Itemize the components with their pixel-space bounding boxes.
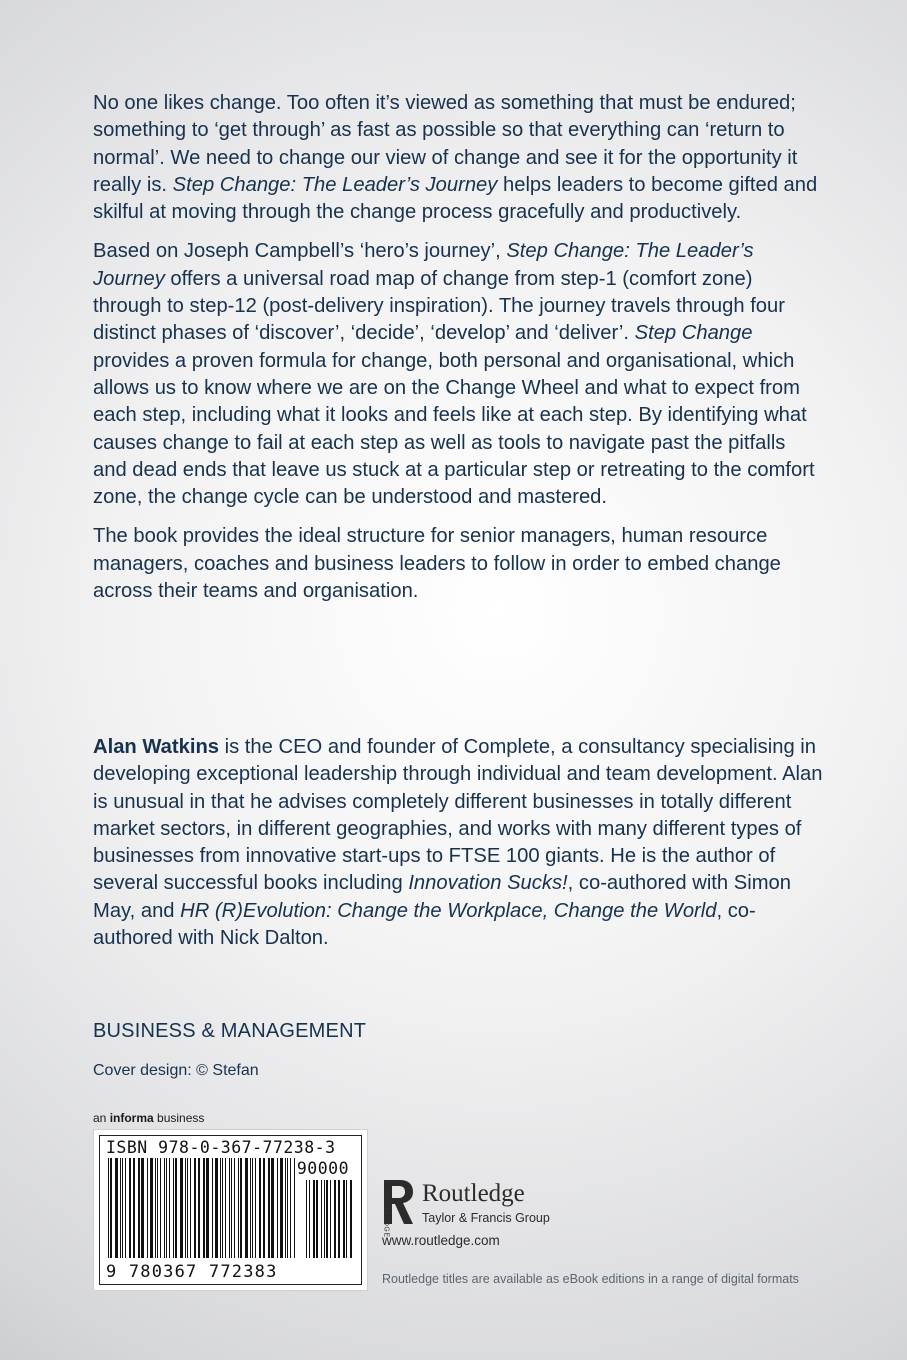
- barcode-bar: [240, 1158, 242, 1258]
- barcode-bar: [280, 1158, 283, 1258]
- addon-bar: [338, 1180, 340, 1258]
- barcode-bar: [122, 1158, 123, 1258]
- barcode-bar: [277, 1158, 278, 1258]
- barcode-bar: [212, 1158, 213, 1258]
- barcode-bar: [115, 1158, 118, 1258]
- cover-credit: Cover design: © Stefan: [93, 1062, 259, 1079]
- book-title-short: Step Change: [634, 322, 753, 345]
- publisher-url[interactable]: www.routledge.com: [382, 1233, 500, 1248]
- barcode-bar: [125, 1158, 126, 1258]
- barcode-bar: [160, 1158, 161, 1258]
- barcode: [93, 1129, 368, 1291]
- barcode-bar: [263, 1158, 265, 1258]
- addon-bar: [306, 1180, 307, 1258]
- barcode-bar: [166, 1158, 167, 1258]
- blurb-paragraph-2: Based on Joseph Campbell’s ‘hero’s journey’, Step Change: The Leader’s Journey offers a universal road map of change from step-1 (comfort zone) through to step-12 (post-delivery inspiration). The journey travels through four distinct phases of ‘discover’, ‘decide’, ‘develop’ and ‘deliver’. Step Change provides a proven formula for change, both personal and organisational, which allows us to know where we are on the Change Wheel and what to expect from each step, including what it looks and feels like at each step. By identifying what causes change to fail at each step as well as tools to navigate past the pitfalls and dead ends that leave us stuck at a particular step or retreating to the comfort zone, the change cycle can be understood and mastered.: [93, 240, 815, 509]
- barcode-bar: [173, 1158, 174, 1258]
- barcode-bar: [129, 1158, 131, 1258]
- barcode-bar: [245, 1158, 248, 1258]
- barcode-bar: [150, 1158, 153, 1258]
- addon-bar: [309, 1180, 310, 1258]
- blurb-paragraph-3: The book provides the ideal structure for senior managers, human resource managers, coaches and business leaders to follow in order to embed change across their teams and organisation.: [93, 525, 781, 603]
- barcode-bar: [157, 1158, 158, 1258]
- ebook-note: Routledge titles are available as eBook editions in a range of digital formats: [382, 1272, 799, 1286]
- addon-bar: [313, 1180, 315, 1258]
- barcode-bar: [164, 1158, 165, 1258]
- barcode-bar: [190, 1158, 191, 1258]
- addon-bar: [324, 1180, 325, 1258]
- publisher-vertical-name: ROUTLEDGE: [382, 1189, 390, 1238]
- barcode-bar: [147, 1158, 148, 1258]
- blurb-paragraph-1: No one likes change. Too often it’s viewed as something that must be endured; something to ‘get through’ as fast as possible so that everything can ‘return to normal’. We need to change our view of change and see it for the opportunity it really is. Step Change: The Leader’s Journey helps leaders to become gifted and skilful at moving through the change process gracefully and productively.: [93, 92, 818, 224]
- addon-bar: [334, 1180, 336, 1258]
- book-title: Step Change: The Leader’s Journey: [93, 240, 754, 290]
- author-bio: Alan Watkins is the CEO and founder of Complete, a consultancy specialising in developing exceptional leadership through individual and team development. Alan is unusual in that he advises completely different businesses in totally different market sectors, in different geographies, and works with many different types of businesses from innovative start-ups to FTSE 100 giants. He is the author of several successful books including Innovation Sucks!, co-authored with Simon May, and HR (R)Evolution: Change the Workplace, Change the World, co-authored with Nick Dalton.: [93, 736, 823, 950]
- addon-bar: [326, 1180, 328, 1258]
- book-title: Step Change: The Leader’s Journey: [172, 173, 498, 196]
- barcode-bar: [108, 1158, 109, 1258]
- addon-bar: [350, 1180, 352, 1258]
- barcode-bar: [285, 1158, 286, 1258]
- blurb: [93, 90, 823, 605]
- barcode-bar: [271, 1158, 274, 1258]
- addon-bar: [343, 1180, 345, 1258]
- subject-category: BUSINESS & MANAGEMENT: [93, 1020, 367, 1042]
- barcode-bar: [290, 1158, 291, 1258]
- barcode-bar: [234, 1158, 235, 1258]
- barcode-bar: [169, 1158, 170, 1258]
- informa-business-tag: an informa business: [93, 1111, 205, 1125]
- barcode-bar: [185, 1158, 186, 1258]
- publisher-group: Taylor & Francis Group: [422, 1211, 550, 1225]
- other-book-title: HR (R)Evolution: Change the Workplace, Change the World: [180, 899, 717, 922]
- barcode-bar: [294, 1158, 295, 1258]
- barcode-bar: [287, 1158, 288, 1258]
- isbn-text: ISBN 978-0-367-77238-3: [106, 1138, 336, 1157]
- barcode-bar: [206, 1158, 209, 1258]
- barcode-bar: [141, 1158, 144, 1258]
- other-book-title: Innovation Sucks!: [408, 872, 568, 895]
- price-addon-text: 90000: [296, 1159, 349, 1178]
- barcode-bar: [198, 1158, 200, 1258]
- barcode-bar: [215, 1158, 218, 1258]
- publisher-name: Routledge: [422, 1180, 525, 1207]
- barcode-bar: [250, 1158, 251, 1258]
- barcode-bar: [120, 1158, 121, 1258]
- barcode-bar: [268, 1158, 270, 1258]
- barcode-bar: [255, 1158, 256, 1258]
- barcode-bar: [175, 1158, 177, 1258]
- addon-bar: [316, 1180, 318, 1258]
- barcode-bar: [155, 1158, 156, 1258]
- addon-bar: [346, 1180, 347, 1258]
- barcode-bar: [259, 1158, 261, 1258]
- barcode-bar: [138, 1158, 140, 1258]
- barcode-bar: [133, 1158, 135, 1258]
- barcode-bar: [229, 1158, 230, 1258]
- author-name: Alan Watkins: [93, 736, 220, 758]
- barcode-frame: [99, 1135, 362, 1285]
- barcode-bar: [225, 1158, 226, 1258]
- barcode-bar: [194, 1158, 196, 1258]
- addon-bar: [330, 1180, 331, 1258]
- barcode-bar: [180, 1158, 183, 1258]
- barcode-bar: [187, 1158, 188, 1258]
- barcode-bar: [203, 1158, 205, 1258]
- barcode-bar: [231, 1158, 232, 1258]
- ean-number: 9 780367 772383: [106, 1262, 278, 1282]
- barcode-bar: [252, 1158, 253, 1258]
- barcode-bar: [220, 1158, 221, 1258]
- barcode-bar: [110, 1158, 112, 1258]
- addon-bar: [321, 1180, 322, 1258]
- barcode-bar: [222, 1158, 223, 1258]
- barcode-bar: [238, 1158, 239, 1258]
